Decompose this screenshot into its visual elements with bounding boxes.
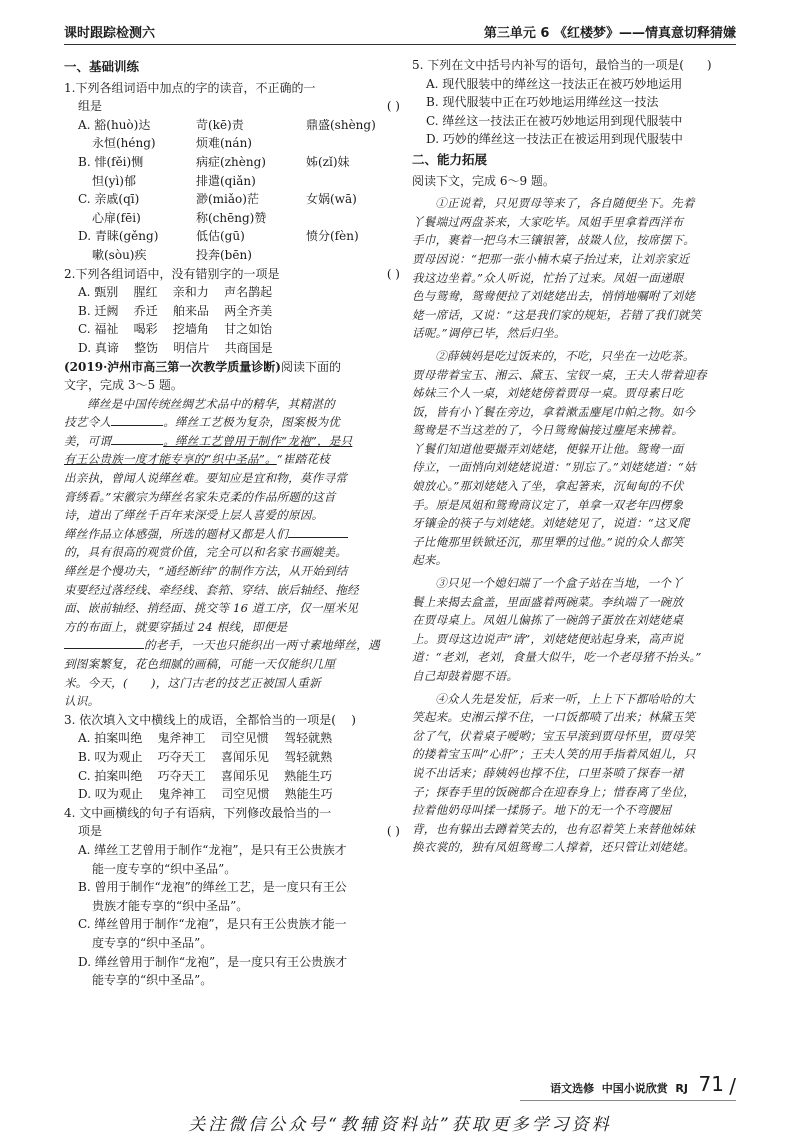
passage-line: 侍立，一面悄向刘姥姥说道：“别忘了。”刘姥姥道：“姑: [412, 460, 696, 475]
passage-line: 子；探春手里的饭碗都合在迎春身上；惜春离了坐位，: [412, 784, 696, 799]
q1-b3: 姊(zǐ)妹: [306, 154, 350, 169]
passage-line: 膏绣看。”宋徽宗为缂丝名家朱克柔的作品所题的这首: [64, 489, 336, 504]
fill-blank-3: [288, 525, 348, 538]
passage-line: [64, 413, 400, 432]
passage-line: 贾母因说：“把那一张小楠木桌子抬过来，让刘亲家近: [412, 251, 690, 266]
q1-stem2: 组是: [78, 99, 103, 114]
q1-b1: B. 悱(fěi)恻: [78, 154, 144, 169]
q4-stem2: 项是: [78, 824, 103, 839]
passage-line: [64, 618, 400, 637]
passage-line: 诗，道出了缂丝千百年来深受上层人喜爱的原因。: [64, 508, 324, 523]
passage-line: 认识。: [64, 694, 100, 709]
q1-option-c-line2: [64, 209, 400, 228]
passage-line: [64, 525, 400, 544]
passage-line: 色与鸳鸯，鸳鸯便拉了刘姥姥出去，悄悄地嘱咐了刘姥: [412, 289, 696, 304]
passage-line: 丫鬟端过两盘茶来，大家吃毕。凤姐手里拿着西洋布: [412, 214, 684, 229]
passage-line: 笑起来。史湘云撑不住，一口饭都喷了出来；林黛玉笑: [412, 710, 696, 725]
passage-line: ③只见一个媳妇端了一个盒子站在当地，一个丫: [435, 576, 683, 591]
passage-line: ①正说着，只见贾母等来了，各自随便坐下。先着: [435, 196, 695, 211]
passage-line: 贾母带着宝玉、湘云、黛玉、宝钗一桌，王夫人带着迎春: [412, 367, 707, 382]
passage-line: 说不出话来；薛姨妈也撑不住，口里茶喷了探春一裙: [412, 765, 684, 780]
passage-line: 起来。: [412, 553, 448, 568]
q5-option-b: B. 现代服装中正在巧妙地运用缂丝这一技法: [426, 95, 659, 110]
q2-stem: 2.下列各组词语中，没有错别字的一项是: [64, 266, 280, 281]
passage-line: 我这边坐着。”众人听说，忙抬了过来。凤姐一面递眼: [412, 270, 684, 285]
q1-c2: 渺(miǎo)茫: [196, 192, 259, 207]
passage-line: [64, 636, 400, 655]
passage-line: 缂丝是中国传统丝绸艺术品中的精华，其精湛的: [87, 396, 335, 411]
footer-divider: [520, 1100, 736, 1101]
q1-a2: 苛(kē)责: [196, 117, 244, 132]
q1-c5: 称(chēng)赞: [196, 210, 267, 225]
underlined-sentence: 。缂丝工艺曾用于制作“龙袍”，是只: [163, 433, 353, 448]
q5-option-d: D. 巧妙的缂丝这一技法正在被运用到现代服装中: [426, 132, 683, 147]
q1-d3: 愤分(fèn): [306, 229, 359, 244]
q3-option-d: D. 叹为观止 鬼斧神工 司空见惯 熟能生巧: [78, 787, 333, 802]
question-5: [412, 56, 744, 149]
q1-b4: 怛(yì)郁: [92, 173, 136, 188]
q4-option-a: A. 缂丝工艺曾用于制作“龙袍”，是只有王公贵族才: [78, 842, 347, 857]
question-4: [64, 804, 400, 990]
q5-stem: 5. 下列在文中括号内补写的语句，最恰当的一项是( ): [412, 58, 712, 72]
q1-a1: A. 豁(huò)达: [78, 117, 151, 132]
q5-option-c: C. 缂丝这一技法正在被巧妙地运用到现代服装中: [426, 113, 683, 128]
q1-b5: 排遣(qiǎn): [196, 173, 256, 188]
passage-seg: “崔踏花枝: [276, 452, 331, 467]
footer-subject: 语文选修 中国小说欣赏 RJ: [550, 1082, 688, 1095]
q4-option-a-line2: 能一度专享的“织中圣品”。: [92, 861, 237, 876]
passage-line: 的搂着宝玉叫“心肝”；王夫人笑的用手指着凤姐儿，只: [412, 747, 696, 762]
page-number: 71: [698, 1072, 724, 1096]
q3-stem: 3. 依次填入文中横线上的成语，全都恰当的一项是( ): [64, 712, 356, 727]
passage-line: 鬟上来揭去盒盖，里面盛着两碗菜。李纨端了一碗放: [412, 594, 684, 609]
passage-line: 在贾母桌上。凤姐儿偏拣了一碗鸽子蛋放在刘姥姥桌: [412, 613, 684, 628]
promo-banner: 关注微信公众号“教辅资料站”获取更多学习资料: [188, 1115, 612, 1135]
q1-c1: C. 亲戚(qī): [78, 192, 140, 207]
q1-option-d-line2: [64, 246, 400, 265]
q1-c4: 心扉(fēi): [92, 210, 141, 225]
q1-d2: 低估(gū): [196, 229, 245, 244]
right-column: [412, 56, 744, 857]
passage-line: 束要经过落经线、牵经线、套筘、穿结、嵌后轴经、拖经: [64, 582, 359, 597]
passage-line: 出亲执，曾闻人说缂丝难。要知应是宜和物，莫作寻常: [64, 471, 348, 486]
q1-d5: 投奔(bēn): [196, 247, 252, 262]
q1-c3: 女娲(wā): [306, 192, 357, 207]
q2-answer-paren: ( ): [386, 266, 400, 281]
passage-line: 鸳鸯是不当这差的了，今日鸳鸯偏接过麈尾来拂着。: [412, 423, 684, 438]
passage-seg: 技艺令人: [64, 415, 112, 430]
q4-stem: 4. 文中画横线的句子有语病，下列修改最恰当的一: [64, 805, 332, 820]
q3-option-b: B. 叹为观止 巧夺天工 喜闻乐见 驾轻就熟: [78, 749, 333, 764]
passage-line: ②薛姨妈是吃过饭来的，不吃，只坐在一边吃茶。: [435, 348, 695, 363]
passage-honglou: [412, 194, 744, 857]
q1-option-a-line2: [64, 134, 400, 153]
q1-stem: 1.下列各组词语中加点的字的读音，不正确的一: [64, 80, 316, 95]
q4-option-b-line2: 贵族才能专享的“织中圣品”。: [92, 898, 249, 913]
passage-line: ④众人先是发怔，后来一听，上上下下都哈哈的大: [435, 691, 695, 706]
source-rest: 阅读下面的: [280, 359, 341, 374]
reading-instruction: 阅读下文，完成 6～9 题。: [412, 173, 555, 188]
passage-line: 饭，皆有小丫鬟在旁边，拿着漱盂麈尾巾帕之物。如今: [412, 404, 696, 419]
q4-option-c-line2: 度专享的“织中圣品”。: [92, 935, 213, 950]
question-3: [64, 711, 400, 804]
q4-option-d-line2: 能专享的“织中圣品”。: [92, 973, 213, 988]
q1-b2: 病症(zhèng): [196, 154, 266, 169]
footer-slash: /: [729, 1074, 736, 1098]
q1-option-b-line2: [64, 172, 400, 191]
q3-option-a: A. 拍案叫绝 鬼斧神工 司空见惯 驾轻就熟: [78, 731, 333, 746]
passage-line: 丫鬟们知道他要撮弄刘姥姥，便躲开让他。鸳鸯一面: [412, 441, 684, 456]
section-extend-title: 二、能力拓展: [412, 151, 488, 167]
q1-a4: 永恒(héng): [92, 136, 156, 151]
passage-line: 手。原是凤姐和鸳鸯商议定了，单拿一双老年四楞象: [412, 497, 684, 512]
q1-answer-paren: ( ): [386, 99, 400, 114]
source-label: (2019·泸州市高三第一次教学质量诊断): [64, 359, 281, 374]
passage-line: 姊妹三个人一桌，刘姥姥傍着贾母一桌。贾母素日吃: [412, 386, 684, 401]
passage-line: 上。贾母这边说声“请”，刘姥姥便站起身来，高声说: [412, 631, 684, 646]
fill-blank-4: [64, 636, 144, 649]
passage-seg: 美，可谓: [64, 433, 112, 448]
q2-option-d: D. 真谛 整饬 明信片 共商国是: [78, 340, 273, 355]
question-2: [64, 265, 400, 358]
passage-line: [64, 432, 400, 451]
q2-stem-line: [64, 265, 400, 284]
passage-seg: 的老手，一天也只能织出一两寸素地缂丝，遇: [144, 638, 380, 653]
q4-stem-line2: [64, 822, 400, 841]
passage-line: 的，具有很高的观赏价值，完全可以和名家书画媲美。: [64, 545, 348, 560]
q4-option-b: B. 曾用于制作“龙袍”的缂丝工艺，是一度只有王公: [78, 880, 347, 895]
passage-line: 子比俺那里铁锨还沉，那里犟的过他。”说的众人都笑: [412, 534, 684, 549]
section-basic-title: 一、基础训练: [64, 59, 140, 74]
q4-option-c: C. 缂丝曾用于制作“龙袍”，是只有王公贵族才能一: [78, 917, 347, 932]
q1-option-d: [64, 227, 400, 246]
question-1: [64, 79, 400, 265]
passage-line: 缂丝是个慢功夫，“通经断纬”的制作方法，从开始到结: [64, 564, 348, 579]
passage-line: 米。今天，( )，这门古老的技艺正被国人重新: [64, 675, 321, 690]
passage-line: 话呢。”调停已毕，然后归坐。: [412, 326, 566, 341]
passage-line: 换衣裳的，独有凤姐鸳鸯二人撑着，还只管让刘姥姥。: [412, 840, 696, 855]
passage-line: [64, 450, 400, 469]
q2-option-b: B. 迁阙 乔迁 舶来品 两全齐美: [78, 303, 273, 318]
passage-seg: 。缂丝工艺极为复杂，图案极为优: [163, 415, 341, 430]
source-rest-2: 文字，完成 3～5 题。: [64, 378, 183, 393]
q1-a3: 鼎盛(shèng): [306, 117, 376, 132]
q1-d1: D. 青睐(gěng): [78, 229, 159, 244]
passage-line: 背，也有躲出去蹲着笑去的，也有忍着笑上来替他姊妹: [412, 821, 696, 836]
q1-a5: 烦难(nán): [196, 136, 252, 151]
passage-line: 娘放心。”那刘姥姥入了坐，拿起箸来，沉甸甸的不伏: [412, 479, 684, 494]
header-left-title: 课时跟踪检测六: [64, 26, 156, 41]
passage-line: 面、嵌前轴经、捎经面、挑交等 16 道工序，仅一厘米见: [64, 601, 359, 616]
passage-line: 自己却鼓着腮不语。: [412, 669, 519, 683]
q1-stem-line2: [64, 97, 400, 116]
q3-option-c: C. 拍案叫绝 巧夺天工 喜闻乐见 熟能生巧: [78, 768, 333, 783]
left-column: [64, 56, 400, 990]
source-note: [64, 358, 400, 377]
page-header: [64, 18, 736, 45]
header-right-title: 第三单元 6 《红楼梦》——情真意切释猜嫌: [483, 26, 736, 41]
q1-option-b: [64, 153, 400, 172]
q4-option-d: D. 缂丝曾用于制作“龙袍”，是一度只有王公贵族才: [78, 954, 348, 969]
q4-answer-paren: ( ): [386, 824, 400, 839]
q2-option-a: A. 甄别 腥红 亲和力 声名鹊起: [78, 285, 273, 300]
passage-line: 到图案繁复，花色细腻的画稿，可能一天仅能织几厘: [64, 657, 336, 671]
passage-line: 手巾，裹着一把乌木三镶银箸，敁敠人位，按席摆下。: [412, 233, 696, 248]
passage-line: 牙镶金的筷子与刘姥姥。刘姥姥见了，说道：“这叉爬: [412, 516, 690, 531]
q5-option-a: A. 现代服装中的缂丝这一技法正在被巧妙地运用: [426, 76, 683, 91]
q1-option-a: [64, 116, 400, 135]
passage-kesi: [64, 395, 400, 711]
passage-seg: 缂丝作品立体感强，所选的题材又都是人们: [64, 526, 289, 541]
q2-option-c: C. 福祉 喝彩 挖墙角 甘之如饴: [78, 322, 273, 337]
q1-d4: 嗽(sòu)疾: [92, 247, 147, 262]
passage-line: 姥一席话，又说：“这是我们家的规矩，若错了我们就笑: [412, 307, 702, 322]
underlined-sentence: 有王公贵族一度才能专享的“织中圣品”。: [64, 452, 277, 467]
passage-seg: 方的布面上，就要穿插过 24 根线，即便是: [64, 619, 288, 634]
passage-line: 拉着他奶母叫揉一揉肠子。地下的无一个不弯腰屈: [412, 803, 672, 818]
fill-blank-2: [111, 432, 163, 445]
passage-line: 道：“老刘，老刘，食量大似牛，吃一个老母猪不抬头。”: [412, 650, 702, 665]
fill-blank-1: [111, 413, 163, 426]
q1-option-c: [64, 190, 400, 209]
passage-line: 岔了气，伏着桌子嗳哟；宝玉早滚到贾母怀里，贾母笑: [412, 728, 696, 743]
